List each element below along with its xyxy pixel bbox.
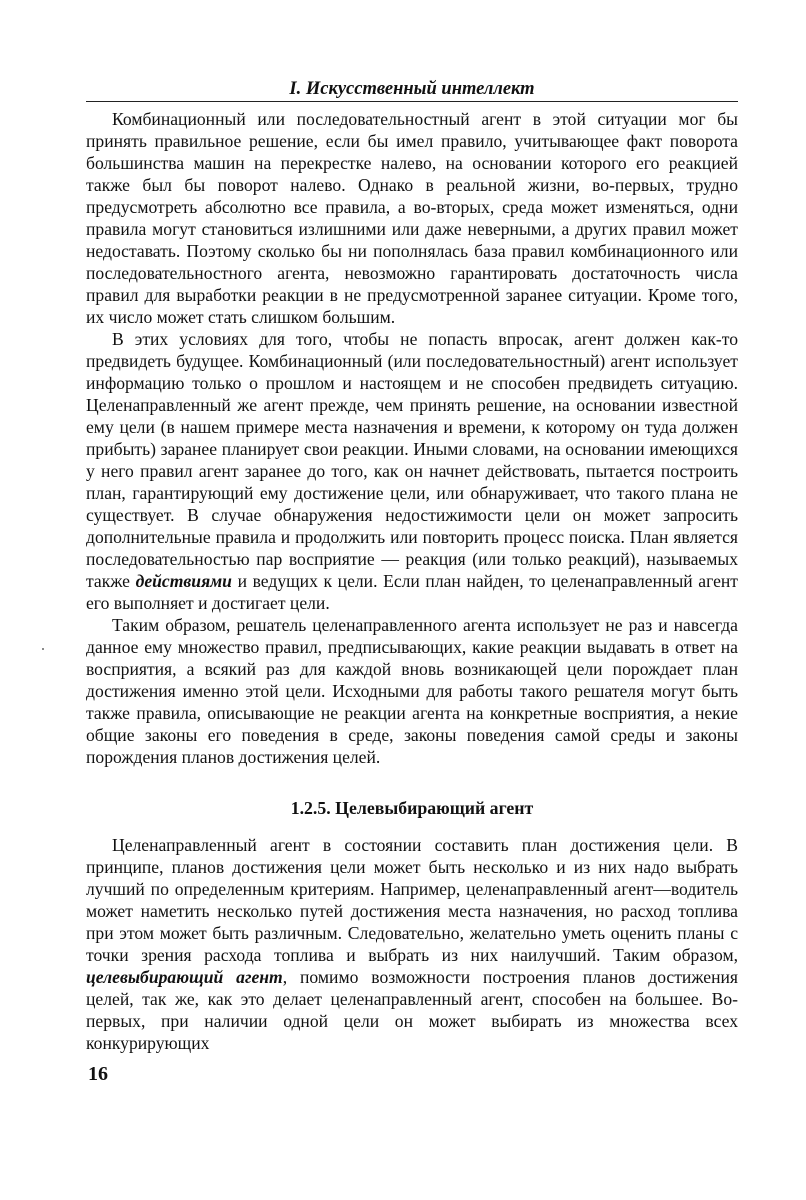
paragraph-text: и ведущих к цели. Если план найден, то целенаправленный агент его выполняет и достигает цели. <box>86 571 738 613</box>
paragraph <box>86 328 738 614</box>
paragraph <box>86 834 738 1054</box>
section-title: 1.2.5. Целевыбирающий агент <box>290 798 534 818</box>
scan-speck <box>42 648 44 650</box>
paragraph-text: , помимо возможности построения планов достижения целей, так же, как это делает целенаправленный агент, способен на большее. Во-первых, при наличии одной цели он может выбирать из множества всех конкурирующих <box>86 967 738 1053</box>
body-text-top <box>86 108 738 768</box>
paragraph-text: Целенаправленный агент в состоянии составить план достижения цели. В принципе, планов достижения цели может быть несколько и из них надо выбрать лучший по определенным критериям. Например, целенаправленный агент—водитель может наметить несколько путей достижения места назначения, но расход топлива при этом может быть различным. Следовательно, желательно уметь оценить планы с точки зрения расхода топлива и выбрать из них наилучший. Таким образом, <box>86 835 738 965</box>
term-emphasis: действиями <box>135 571 232 591</box>
paragraph: Таким образом, решатель целенаправленного агента использует не раз и навсегда данное ему множество правил, предписывающих, какие реакции выдавать в ответ на восприятия, а всякий раз для каждой вновь возникающей цели порождает план достижения именно этой цели. Исходными для работы такого решателя могут быть также правила, описывающие не реакции агента на конкретные восприятия, а некие общие законы его поведения в среде, законы поведения самой среды и законы порождения планов достижения целей. <box>86 615 738 767</box>
paragraph: Комбинационный или последовательностный агент в этой ситуации мог бы принять правильное решение, если бы имел правило, учитывающее факт поворота большинства машин на перекрестке налево, на основании которого его реакцией также был бы поворот налево. Однако в реальной жизни, во-первых, трудно предусмотреть абсолютно все правила, а во-вторых, среда может изменяться, одни правила могут становиться излишними или даже неверными, а других правил может недоставать. Поэтому сколько бы ни пополнялась база правил комбинационного или последовательностного агента, невозможно гарантировать достаточность числа правил для выработки реакции в не предусмотренной заранее ситуации. Кроме того, их число может стать слишком большим. <box>86 109 738 327</box>
page-number: 16 <box>88 1063 108 1085</box>
paragraph-text: В этих условиях для того, чтобы не попасть впросак, агент должен как-то предвидеть будущее. Комбинационный (или последовательностный) агент использует информацию только о прошлом и настоящем и не способен предвидеть ситуацию. Целенаправленный же агент прежде, чем принять решение, на основании известной ему цели (в нашем примере места назначения и времени, к которому он туда должен прибыть) заранее планирует свои реакции. Иными словами, на основании имеющихся у него правил агент заранее до того, как он начнет действовать, пытается построить план, гарантирующий ему достижение цели, или обнаруживает, что такого плана не существует. В случае обнаружения недостижимости цели он может запросить дополнительные правила и продолжить или повторить процесс поиска. План является последовательностью пар восприятие — реакция (или только реакций), называемых также <box>86 329 738 591</box>
body-text-bottom <box>86 834 738 1054</box>
header-rule <box>86 101 738 102</box>
term-emphasis: целевыбирающий агент <box>86 967 283 987</box>
running-head: I. Искусственный интеллект <box>289 79 535 99</box>
